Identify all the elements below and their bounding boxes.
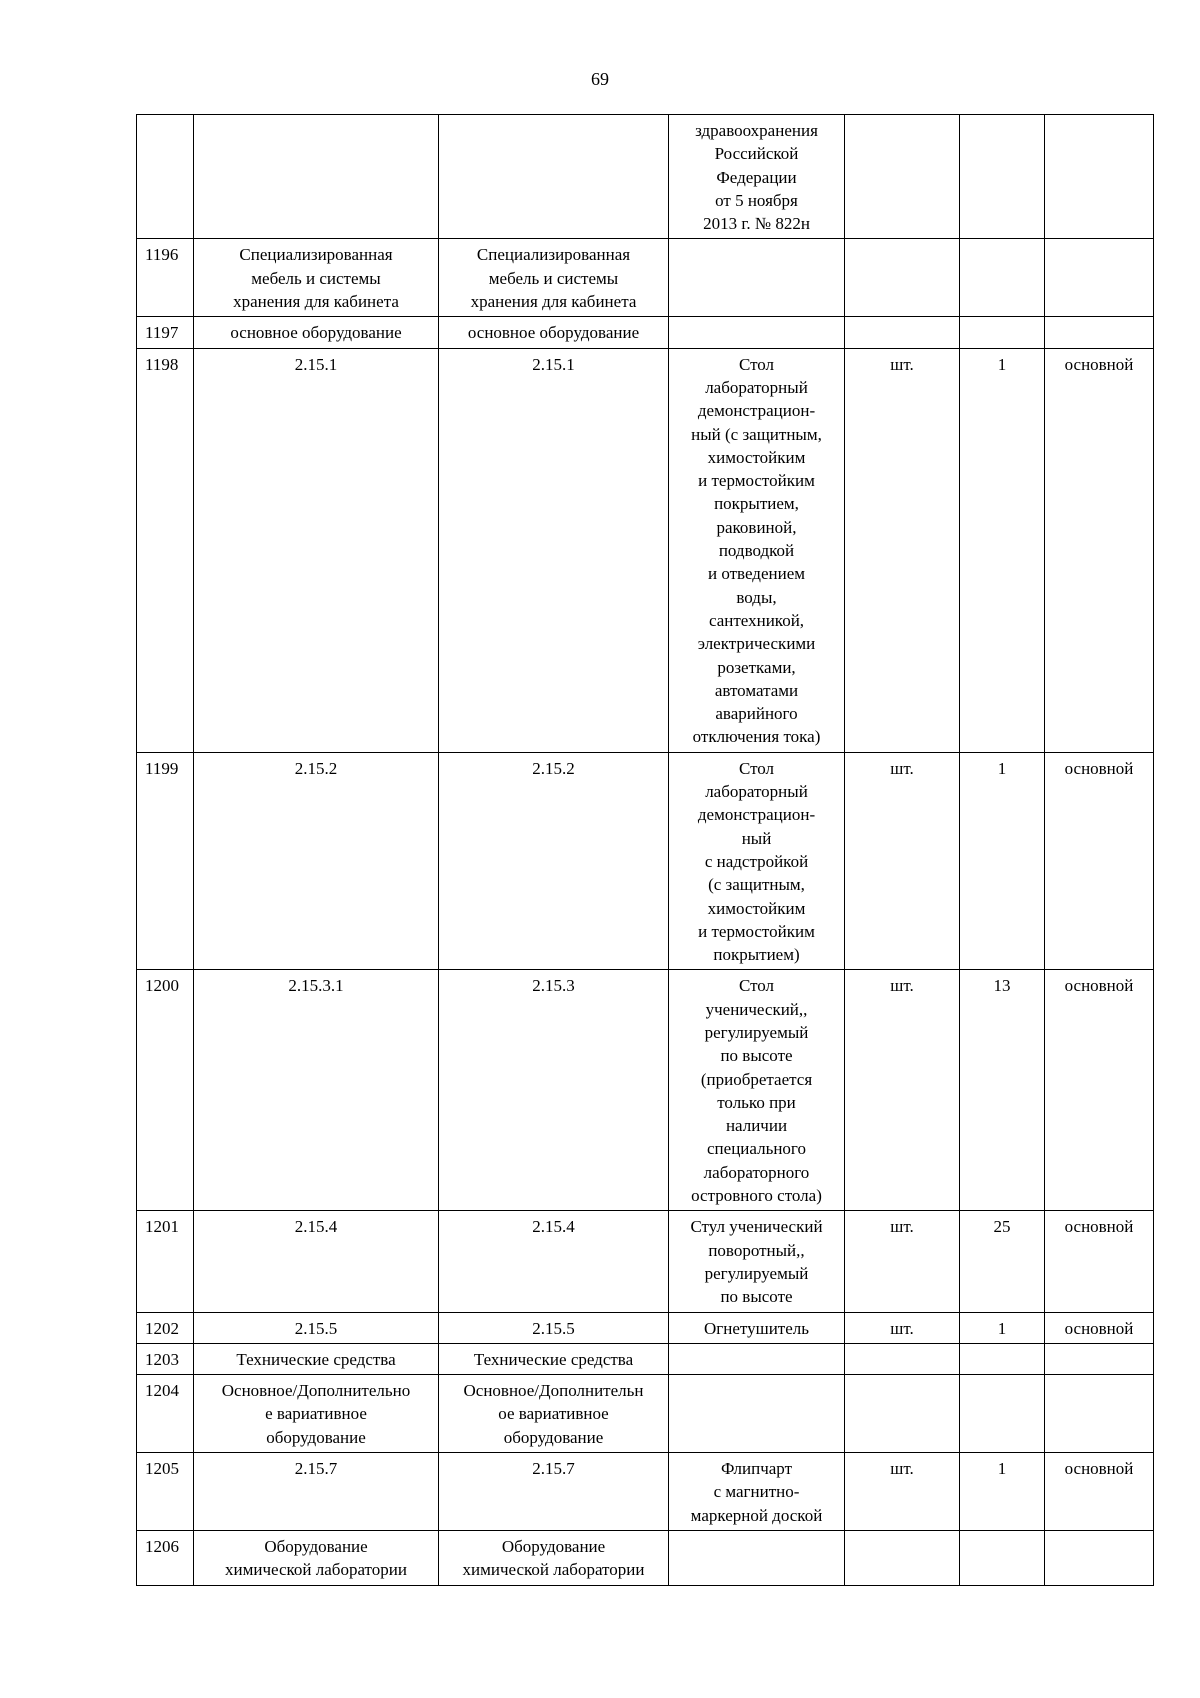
cell-text-line: е вариативное [265,1404,367,1424]
quantity-cell: 1 [960,1312,1045,1343]
cell-text-line: Технические средства [236,1349,396,1369]
quantity-cell [960,317,1045,348]
code-cell [194,1211,439,1312]
unit-cell [845,1375,960,1453]
cell-text-line: ое вариативное [498,1404,609,1424]
cell-text-line: Федерации [716,167,797,187]
row-number-cell: 1201 [137,1211,194,1312]
cell-text-line: Российской [714,144,799,164]
unit-cell: шт. [845,1211,960,1312]
cell-text-line: регулируемый [704,1022,809,1042]
code-2-cell [439,239,669,317]
cell-text-line: Специализированная [239,245,393,265]
code-2-cell [439,1343,669,1374]
code-cell [194,970,439,1211]
type-cell [1045,115,1154,239]
row-number-cell: 1204 [137,1375,194,1453]
unit-cell [845,1530,960,1585]
unit-cell [845,115,960,239]
quantity-cell [960,1530,1045,1585]
cell-text-line: отключения тока) [692,727,821,747]
quantity-cell [960,1343,1045,1374]
code-2-cell [439,1453,669,1531]
table-row [137,1375,1154,1453]
table-row [137,1453,1154,1531]
code-cell [194,317,439,348]
unit-cell: шт. [845,348,960,752]
code-cell [194,1530,439,1585]
code-2-cell [439,970,669,1211]
unit-cell [845,317,960,348]
code-2-cell [439,1375,669,1453]
cell-text-line: мебель и системы [251,268,381,288]
cell-text-line: и термостойким [698,921,815,941]
cell-text-line: Огнетушитель [704,1318,809,1338]
cell-text-line: аварийного [715,704,798,724]
type-cell [1045,317,1154,348]
item-name-cell [669,970,845,1211]
cell-text-line: 2013 г. № 822н [703,214,810,234]
type-cell: основной [1045,1453,1154,1531]
cell-text-line: подводкой [718,541,795,561]
cell-text-line: хранения для кабинета [470,292,637,312]
code-cell [194,348,439,752]
item-name-cell [669,752,845,970]
code-cell [194,1375,439,1453]
row-number-cell: 1200 [137,970,194,1211]
quantity-cell: 1 [960,348,1045,752]
cell-text-line: Стол [738,758,775,778]
cell-text-line: 2.15.2 [294,758,338,778]
unit-cell [845,1343,960,1374]
code-2-cell [439,115,669,239]
item-name-cell [669,348,845,752]
code-2-cell [439,1211,669,1312]
cell-text-line: демонстрацион- [697,805,816,825]
cell-text-line: и отведением [708,564,805,584]
table-row [137,115,1154,239]
quantity-cell [960,239,1045,317]
code-cell [194,1453,439,1531]
type-cell [1045,1343,1154,1374]
cell-text-line: 2.15.7 [294,1459,338,1479]
cell-text-line: поворотный,, [708,1240,805,1260]
item-name-cell [669,1343,845,1374]
cell-text-line: электрическими [697,634,816,654]
cell-text-line: Стол [738,976,775,996]
row-number-cell: 1198 [137,348,194,752]
cell-text-line: с магнитно- [713,1482,800,1502]
table-row [137,1312,1154,1343]
cell-text-line: основное оборудование [230,323,402,343]
type-cell [1045,239,1154,317]
cell-text-line: основное оборудование [467,323,640,343]
type-cell: основной [1045,970,1154,1211]
cell-text-line: специального [707,1139,806,1159]
cell-text-line: 2.15.1 [294,354,338,374]
cell-text-line: Специализированная [476,245,631,265]
code-cell [194,239,439,317]
table-row [137,1343,1154,1374]
cell-text-line: 2.15.1 [532,354,575,374]
cell-text-line: Стул ученический [690,1217,823,1237]
cell-text-line: (с защитным, [708,875,805,895]
cell-text-line: 2.15.3 [532,976,575,996]
code-2-cell [439,1312,669,1343]
cell-text-line: наличии [725,1116,788,1136]
cell-text-line: регулируемый [704,1263,809,1283]
cell-text-line: 2.15.4 [294,1217,338,1237]
row-number-cell: 1205 [137,1453,194,1531]
cell-text-line: 2.15.3.1 [288,976,344,996]
row-number-cell [137,115,194,239]
cell-text-line: по высоте [720,1046,793,1066]
quantity-cell: 1 [960,752,1045,970]
cell-text-line: демонстрацион- [697,401,816,421]
item-name-cell [669,317,845,348]
table-body [137,115,1154,1586]
cell-text-line: раковиной, [716,517,797,537]
item-name-cell [669,1211,845,1312]
code-2-cell [439,348,669,752]
cell-text-line: Оборудование [501,1536,606,1556]
code-cell [194,1343,439,1374]
item-name-cell [669,1453,845,1531]
cell-text-line: оборудование [266,1427,366,1447]
cell-text-line: 2.15.5 [294,1318,338,1338]
code-cell [194,752,439,970]
cell-text-line: хранения для кабинета [233,292,399,312]
code-cell [194,1312,439,1343]
row-number-cell: 1203 [137,1343,194,1374]
unit-cell: шт. [845,752,960,970]
cell-text-line: химостойким [707,898,806,918]
cell-text-line: ученический,, [705,999,808,1019]
cell-text-line: по высоте [720,1287,793,1307]
cell-text-line: Основное/Дополнительн [463,1381,644,1401]
cell-text-line: 2.15.5 [532,1318,575,1338]
cell-text-line: островного стола) [691,1186,822,1206]
cell-text-line: с надстройкой [704,851,809,871]
quantity-cell [960,115,1045,239]
item-name-cell [669,1530,845,1585]
cell-text-line: автоматами [714,680,799,700]
cell-text-line: маркерной доской [690,1505,823,1525]
cell-text-line: ный [741,828,772,848]
item-name-cell [669,1375,845,1453]
cell-text-line: от 5 ноября [715,190,798,210]
type-cell [1045,1530,1154,1585]
item-name-cell [669,239,845,317]
cell-text-line: воды, [736,587,777,607]
type-cell [1045,1375,1154,1453]
row-number-cell: 1197 [137,317,194,348]
cell-text-line: Стол [738,354,775,374]
cell-text-line: химостойким [707,447,806,467]
row-number-cell: 1199 [137,752,194,970]
code-2-cell [439,752,669,970]
table-row [137,970,1154,1211]
unit-cell: шт. [845,1453,960,1531]
cell-text-line: ный (с защитным, [691,424,822,444]
type-cell: основной [1045,1211,1154,1312]
cell-text-line: 2.15.7 [532,1459,575,1479]
unit-cell: шт. [845,1312,960,1343]
item-name-cell [669,1312,845,1343]
equipment-table [136,114,1154,1586]
quantity-cell [960,1375,1045,1453]
quantity-cell: 25 [960,1211,1045,1312]
row-number-cell: 1202 [137,1312,194,1343]
cell-text-line: лабораторного [703,1162,810,1182]
cell-text-line: покрытием, [714,494,799,514]
cell-text-line: оборудование [503,1427,604,1447]
cell-text-line: розетками, [717,657,796,677]
quantity-cell: 1 [960,1453,1045,1531]
cell-text-line: химической лаборатории [462,1560,645,1580]
cell-text-line: и термостойким [698,471,815,491]
cell-text-line: 2.15.2 [532,758,575,778]
type-cell: основной [1045,1312,1154,1343]
cell-text-line: Оборудование [264,1536,368,1556]
cell-text-line: только при [717,1092,796,1112]
cell-text-line: сантехникой, [708,610,805,630]
item-name-cell [669,115,845,239]
cell-text-line: Технические средства [473,1349,634,1369]
cell-text-line: химической лаборатории [225,1560,407,1580]
code-2-cell [439,317,669,348]
quantity-cell: 13 [960,970,1045,1211]
unit-cell [845,239,960,317]
page-number: 69 [591,69,609,89]
cell-text-line: Основное/Дополнительно [221,1381,411,1401]
table-row [137,317,1154,348]
row-number-cell: 1206 [137,1530,194,1585]
code-cell [194,115,439,239]
row-number-cell: 1196 [137,239,194,317]
table-row [137,1530,1154,1585]
type-cell: основной [1045,348,1154,752]
code-2-cell [439,1530,669,1585]
cell-text-line: покрытием) [713,945,800,965]
cell-text-line: 2.15.4 [532,1217,575,1237]
cell-text-line: (приобретается [700,1069,813,1089]
table-row [137,348,1154,752]
table-row [137,1211,1154,1312]
table-row [137,752,1154,970]
cell-text-line: лабораторный [705,377,808,397]
type-cell: основной [1045,752,1154,970]
cell-text-line: Флипчарт [720,1459,793,1479]
cell-text-line: мебель и системы [488,268,619,288]
cell-text-line: лабораторный [705,782,808,802]
cell-text-line: здравоохранения [695,121,818,140]
unit-cell: шт. [845,970,960,1211]
table-row [137,239,1154,317]
